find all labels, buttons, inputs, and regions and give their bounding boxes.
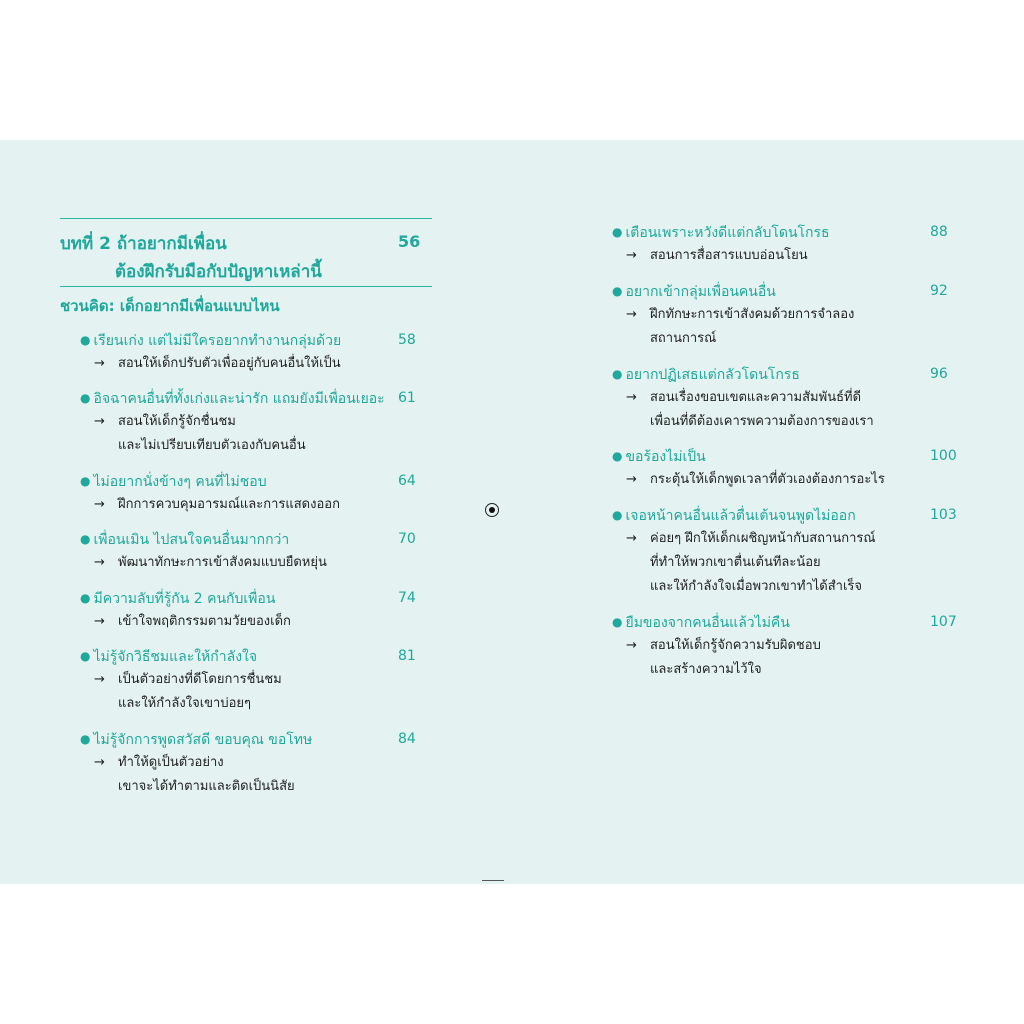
arrow-right-icon: →: [626, 248, 637, 263]
toc-entry-description: [612, 244, 830, 268]
toc-entry-description-text: เพื่อนที่ดีต้องเคารพความต้องการของเรา: [650, 414, 874, 429]
arrow-right-icon: →: [94, 497, 105, 512]
toc-entry-title: เจอหน้าคนอื่นแล้วตื่นเต้นจนพูดไม่ออก: [625, 508, 856, 524]
chapter-title: [60, 230, 322, 286]
toc-entry-page: 100: [930, 448, 957, 464]
toc-entry[interactable]: [612, 220, 948, 268]
toc-entry-description: [80, 551, 327, 575]
arrow-right-icon: →: [626, 531, 637, 546]
registration-mark-icon: [485, 503, 499, 517]
arrow-right-icon: →: [626, 638, 637, 653]
toc-entry-description-text: และให้กำลังใจเมื่อพวกเขาทำได้สำเร็จ: [650, 579, 863, 594]
toc-entry-heading: [612, 444, 957, 468]
toc-entry-heading: [80, 727, 416, 751]
toc-entry-title: เรียนเก่ง แต่ไม่มีใครอยากทำงานกลุ่มด้วย: [93, 333, 342, 349]
toc-entry-title: ขอร้องไม่เป็น: [625, 449, 706, 465]
arrow-right-icon: →: [626, 307, 637, 322]
toc-entry-title: เพื่อนเมิน ไปสนใจคนอื่นมากกว่า: [93, 532, 290, 548]
bullet-icon: ●: [612, 449, 623, 463]
toc-entry[interactable]: [80, 644, 416, 716]
toc-entry-description-text: และสร้างความไว้ใจ: [650, 662, 762, 677]
toc-entry-description-text: สอนให้เด็กปรับตัวเพื่ออยู่กับคนอื่นให้เป็น: [118, 356, 341, 371]
toc-entry-description-text: และให้กำลังใจเขาบ่อยๆ: [118, 696, 251, 711]
toc-entry-description-text: กระตุ้นให้เด็กพูดเวลาที่ตัวเองต้องการอะไร: [650, 472, 885, 487]
toc-entry-title: ยืมของจากคนอื่นแล้วไม่คืน: [625, 615, 790, 631]
bullet-icon: ●: [80, 391, 91, 405]
bullet-icon: ●: [612, 284, 623, 298]
toc-entry-heading: [612, 610, 957, 634]
toc-entry[interactable]: [80, 727, 416, 799]
toc-entry-description-text: สอนให้เด็กรู้จักชื่นชม: [118, 414, 236, 429]
toc-entry-heading: [612, 220, 948, 244]
bullet-icon: ●: [80, 732, 91, 746]
toc-entry-description: [612, 658, 821, 682]
arrow-right-icon: →: [94, 414, 105, 429]
toc-entry-description-text: สอนการสื่อสารแบบอ่อนโยน: [650, 248, 808, 263]
toc-entry-description-text: สถานการณ์: [650, 331, 717, 346]
toc-entry[interactable]: [80, 527, 416, 575]
toc-entry[interactable]: [612, 503, 957, 599]
toc-entry-description: [80, 692, 282, 716]
toc-entry-page: 70: [398, 531, 416, 547]
toc-entry-description: [612, 634, 821, 658]
toc-entry[interactable]: [612, 362, 948, 434]
toc-entry-title: มีความลับที่รู้กัน 2 คนกับเพื่อน: [93, 591, 276, 607]
toc-entry-description-text: พัฒนาทักษะการเข้าสังคมแบบยืดหยุ่น: [118, 555, 327, 570]
toc-entry-description: [612, 327, 854, 351]
toc-entry-description-text: ฝึกทักษะการเข้าสังคมด้วยการจำลอง: [650, 307, 855, 322]
toc-entry-heading: [612, 503, 957, 527]
toc-entry-description-text: เข้าใจพฤติกรรมตามวัยของเด็ก: [118, 614, 291, 629]
toc-entry-description: [80, 668, 282, 692]
toc-entry-title: อิจฉาคนอื่นที่ทั้งเก่งและน่ารัก แถมยังมีเพื่อนเยอะ: [93, 391, 385, 407]
toc-entry-page: 81: [398, 648, 416, 664]
toc-entry-description-text: เป็นตัวอย่างที่ดีโดยการชื่นชม: [118, 672, 282, 687]
arrow-right-icon: →: [626, 472, 637, 487]
book-page: [0, 140, 1024, 884]
toc-entry-heading: [80, 469, 416, 493]
toc-entry-description: [612, 386, 874, 410]
toc-entry[interactable]: [80, 386, 416, 458]
page-fold-mark: [482, 880, 504, 881]
toc-entry[interactable]: [80, 586, 416, 634]
bullet-icon: ●: [80, 591, 91, 605]
toc-entry[interactable]: [612, 610, 957, 682]
toc-entry-heading: [80, 527, 416, 551]
arrow-right-icon: →: [94, 755, 105, 770]
toc-entry-description: [612, 551, 875, 575]
toc-entry-page: 58: [398, 332, 416, 348]
toc-entry-description: [80, 410, 385, 434]
arrow-right-icon: →: [626, 390, 637, 405]
toc-entry-description-text: และไม่เปรียบเทียบตัวเองกับคนอื่น: [118, 438, 306, 453]
toc-entry-page: 84: [398, 731, 416, 747]
bullet-icon: ●: [80, 649, 91, 663]
toc-entry-title: ไม่รู้จักการพูดสวัสดี ขอบคุณ ขอโทษ: [93, 732, 313, 748]
toc-entry-description: [612, 468, 885, 492]
toc-entry-title: ไม่อยากนั่งข้างๆ คนที่ไม่ชอบ: [93, 474, 267, 490]
arrow-right-icon: →: [94, 672, 105, 687]
toc-entry-description: [80, 434, 385, 458]
bullet-icon: ●: [80, 333, 91, 347]
bullet-icon: ●: [612, 225, 623, 239]
bullet-icon: ●: [80, 532, 91, 546]
toc-entry[interactable]: [612, 279, 948, 351]
toc-entry-description: [80, 493, 340, 517]
section-title: ชวนคิด: เด็กอยากมีเพื่อนแบบไหน: [60, 297, 280, 315]
toc-entry[interactable]: [80, 328, 416, 376]
chapter-page-number: 56: [398, 232, 421, 251]
bullet-icon: ●: [612, 367, 623, 381]
chapter-top-rule: [60, 218, 432, 219]
toc-entry-description-text: เขาจะได้ทำตามและติดเป็นนิสัย: [118, 779, 295, 794]
toc-entry-description-text: ฝึกการควบคุมอารมณ์และการแสดงออก: [118, 497, 340, 512]
toc-entry-page: 74: [398, 590, 416, 606]
toc-entry-description-text: สอนให้เด็กรู้จักความรับผิดชอบ: [650, 638, 821, 653]
toc-entry-page: 61: [398, 390, 416, 406]
toc-entry-description-text: ที่ทำให้พวกเขาตื่นเต้นทีละน้อย: [650, 555, 821, 570]
toc-entry-description-text: สอนเรื่องขอบเขตและความสัมพันธ์ที่ดี: [650, 390, 862, 405]
toc-entry-title: อยากเข้ากลุ่มเพื่อนคนอื่น: [625, 284, 776, 300]
toc-entry-page: 107: [930, 614, 957, 630]
toc-entry-title: ไม่รู้จักวิธีชมและให้กำลังใจ: [93, 649, 258, 665]
arrow-right-icon: →: [94, 555, 105, 570]
toc-entry-description: [80, 751, 312, 775]
toc-entry[interactable]: [80, 469, 416, 517]
toc-entry-title: อยากปฏิเสธแต่กลัวโดนโกรธ: [625, 367, 800, 383]
toc-entry-heading: [80, 328, 416, 352]
toc-entry-page: 96: [930, 366, 948, 382]
toc-entry-description: [612, 527, 875, 551]
toc-entry-description-text: ค่อยๆ ฝึกให้เด็กเผชิญหน้ากับสถานการณ์: [650, 531, 876, 546]
toc-entry-title: เตือนเพราะหวังดีแต่กลับโดนโกรธ: [625, 225, 830, 241]
toc-entry-heading: [612, 279, 948, 303]
toc-entry-heading: [80, 644, 416, 668]
toc-entry-heading: [80, 386, 416, 410]
toc-entry-description: [80, 352, 341, 376]
toc-entry-description: [80, 775, 312, 799]
bullet-icon: ●: [612, 508, 623, 522]
chapter-title-line1: บทที่ 2 ถ้าอยากมีเพื่อน: [60, 234, 227, 254]
toc-entry-heading: [80, 586, 416, 610]
toc-entry-description-text: ทำให้ดูเป็นตัวอย่าง: [118, 755, 224, 770]
toc-entry[interactable]: [612, 444, 957, 492]
toc-entry-heading: [612, 362, 948, 386]
toc-entry-description: [612, 575, 875, 599]
arrow-right-icon: →: [94, 356, 105, 371]
bullet-icon: ●: [80, 474, 91, 488]
chapter-title-line2: ต้องฝึกรับมือกับปัญหาเหล่านี้: [115, 262, 322, 282]
bullet-icon: ●: [612, 615, 623, 629]
chapter-bottom-rule: [60, 286, 432, 287]
toc-entry-description: [612, 303, 854, 327]
arrow-right-icon: →: [94, 614, 105, 629]
toc-entry-description: [612, 410, 874, 434]
toc-entry-description: [80, 610, 291, 634]
toc-entry-page: 92: [930, 283, 948, 299]
toc-entry-page: 88: [930, 224, 948, 240]
toc-entry-page: 64: [398, 473, 416, 489]
toc-entry-page: 103: [930, 507, 957, 523]
